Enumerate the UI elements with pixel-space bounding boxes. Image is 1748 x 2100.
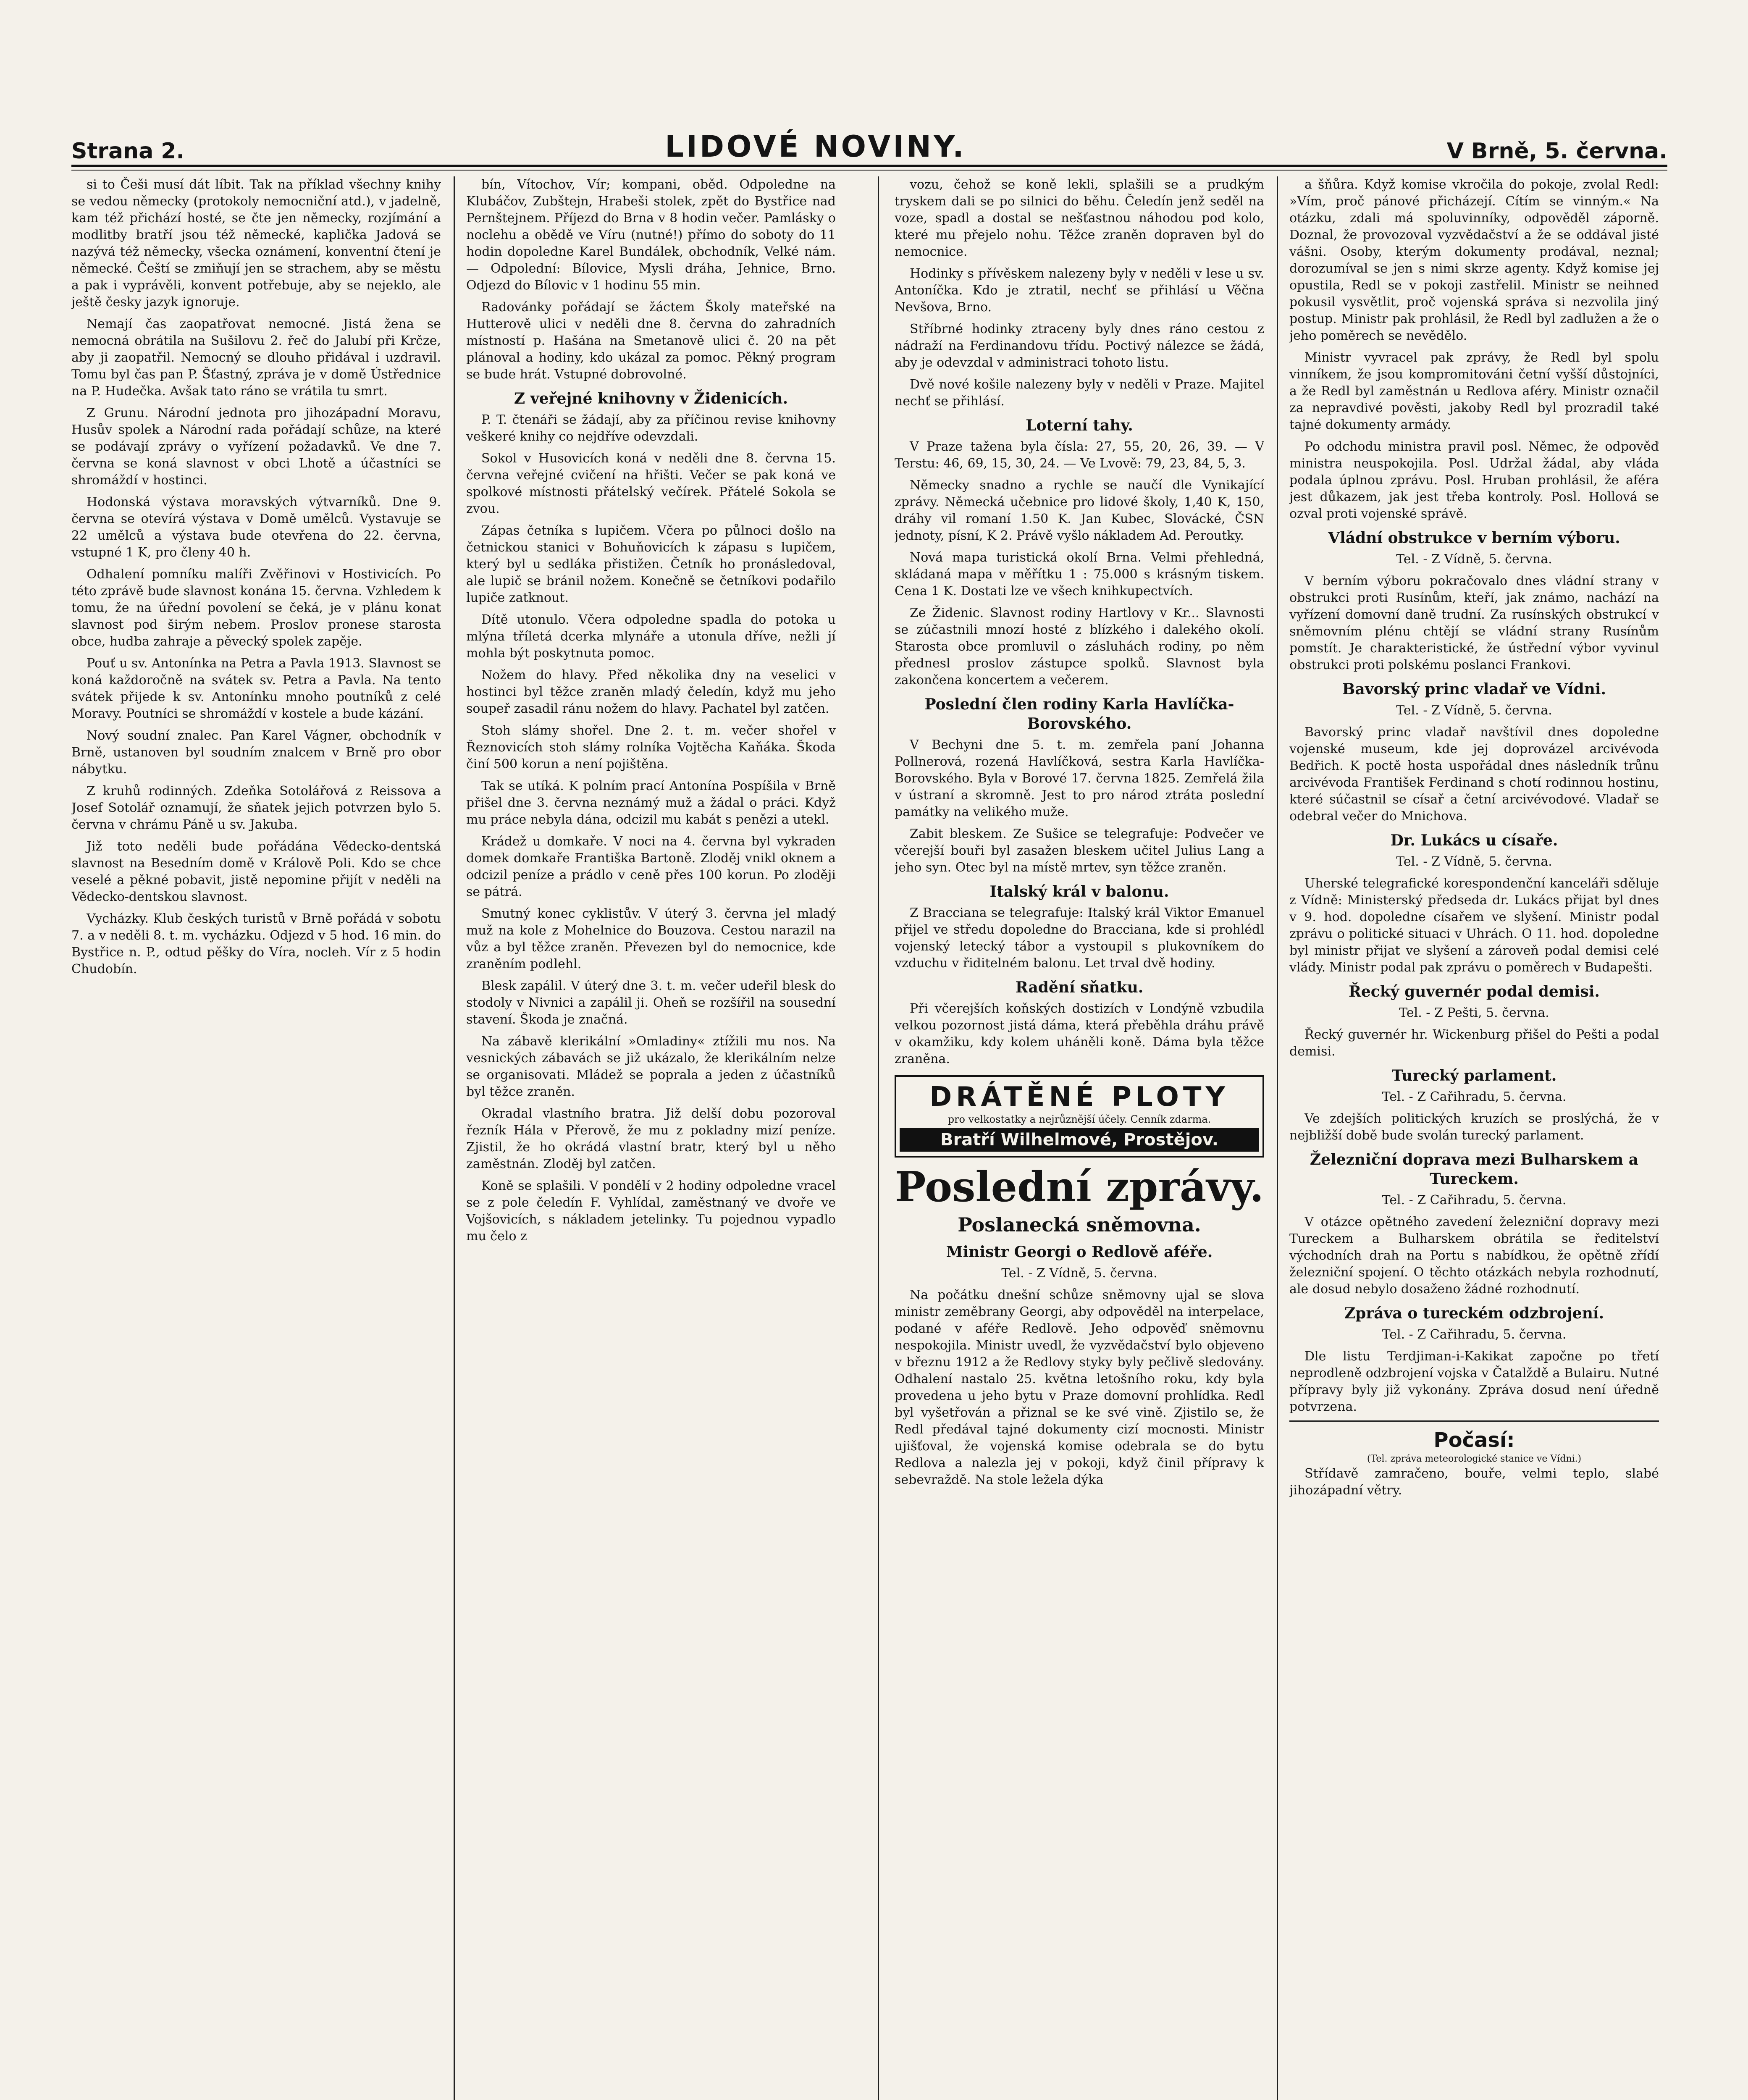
- dateline: Tel. - Z Vídně, 5. června.: [1001, 1266, 1157, 1281]
- article-heading: Vládní obstrukce v berním výboru.: [1328, 529, 1620, 547]
- dateline: Tel. - Z Cařihradu, 5. června.: [1382, 1089, 1567, 1104]
- article-paragraph: Hodinky s přívěskem nalezeny byly v neděli v lese u sv. Antoníčka. Kdo je ztratil, nechť se přihlásí u Věčna Nevšova, Brno.: [895, 266, 1264, 315]
- article-paragraph: Radovánky pořádají se žáctem Školy mateřské na Hutterově ulici v neděli dne 8. června do zahradních místností p. Hašána na Smetanově ulici č. 20 na pět plánoval a hodiny, kdo ukázal za pomoc. Pěkný program se bude hrát. Vstupné dobrovolné.: [466, 300, 836, 382]
- article-paragraph: Ze Židenic. Slavnost rodiny Hartlovy v Kr... Slavnosti se zúčastnili mnozí hosté z blízkého i dalekého okolí. Starosta obce promluvil o zásluhách rodiny, po něm přednesl proslov zástupce spolků. Slavnost byla zakončena koncertem a večerem.: [895, 606, 1264, 688]
- article-paragraph: Zápas četníka s lupičem. Včera po půlnoci došlo na četnickou stanici v Bohuňovicích k zápasu s lupičem, který byl u sedláka přistižen. Četník ho pronásledoval, ale lupič se bránil nožem. Konečně se četníkovi podařilo lupiče zatknout.: [466, 523, 836, 605]
- article-paragraph: Okradal vlastního bratra. Již delší dobu pozoroval řezník Hála v Přerově, že mu z pokladny mizí peníze. Zjistil, že ho okrádá vlastní bratr, který byl u něho zaměstnán. Zloděj byl zatčen.: [466, 1106, 836, 1171]
- article-paragraph: Hodonská výstava moravských výtvarníků. Dne 9. června se otevírá výstava v Domě umělců. Vystavuje se 22 umělců a výstava bude otevřena do 22. června, vstupné 1 K, pro členy 40 h.: [71, 495, 441, 560]
- article-heading: Z veřejné knihovny v Židenicích.: [514, 390, 788, 407]
- article-paragraph: Pouť u sv. Antonínka na Petra a Pavla 1913. Slavnost se koná každoročně na svátek sv. Petra a Pavla. Na tento svátek přijede k sv. Antonínku mnoho poutníků z celé Moravy. Poutníci se shromáždí v kostele a bude kázání.: [71, 656, 441, 721]
- article-heading: Radění sňatku.: [1015, 979, 1144, 996]
- article-paragraph: Z Grunu. Národní jednota pro jihozápadní Moravu, Husův spolek a Národní rada pořádají schůze, na které se podávají zprávy o vyřízení požadavků. Ve dne 7. června se koná slavnost v obci Lhotě a účastníci se shromáždí v hostinci.: [71, 406, 441, 488]
- column-3: [895, 176, 1264, 2100]
- article-heading: Dr. Lukács u císaře.: [1390, 832, 1558, 849]
- article-paragraph: Dle listu Terdjiman-i-Kakikat započne po třetí neprodleně odzbrojení vojska v Čatalždě a Bulairu. Nutné přípravy byly již vykonány. Zpráva dosud není úředně potvrzena.: [1289, 1349, 1659, 1414]
- dateline: Tel. - Z Vídně, 5. června.: [1396, 552, 1552, 567]
- article-paragraph: P. T. čtenáři se žádají, aby za příčinou revise knihovny veškeré knihy co nejdříve odevzdali.: [466, 412, 836, 444]
- issue-date: V Brně, 5. června.: [1446, 139, 1667, 164]
- article-paragraph: Koně se splašili. V pondělí v 2 hodiny odpoledne vracel se z pole čeledín F. Vyhlídal, zaměstnaný ve dvoře ve Vojšovicích, s nákladem jetelinky. Tu pojednou vypadlo mu čelo z: [466, 1179, 836, 1244]
- dateline: Tel. - Z Vídně, 5. června.: [1396, 854, 1552, 869]
- article-paragraph: Nový soudní znalec. Pan Karel Vágner, obchodník v Brně, ustanoven byl soudním znalcem v Brně pro obor nábytku.: [71, 728, 441, 777]
- dateline: Tel. - Z Cařihradu, 5. června.: [1382, 1193, 1567, 1208]
- masthead-rule-thin: [71, 170, 1667, 171]
- article-paragraph: Z kruhů rodinných. Zdeňka Sotolářová z Reissova a Josef Sotolář oznamují, že sňatek jejich potvrzen bylo 5. června v chrámu Páně u sv. Jakuba.: [71, 784, 441, 832]
- article-paragraph: Tak se utíká. K polním prací Antonína Pospíšila v Brně přišel dne 3. června neznámý muž a žádal o práci. Když mu práce nebyla dána, odcizil mu kabát s penězi a utekl.: [466, 779, 836, 827]
- article-paragraph: Vycházky. Klub českých turistů v Brně pořádá v sobotu 7. a v neděli 8. t. m. vycházku. Odjezd v 5 hod. 16 min. do Bystřice n. P., odtud pěšky do Víra, nocleh. Vír z 5 hodin Chudobín.: [71, 911, 441, 976]
- article-heading: Italský král v balonu.: [989, 883, 1169, 900]
- column-divider: [1277, 176, 1278, 2100]
- article-paragraph: Na počátku dnešní schůze sněmovny ujal se slova ministr zeměbrany Georgi, aby odpověděl na interpelace, podané v aféře Redlově. Jeho odpověď sněmovnu nespokojila. Ministr uvedl, že vyzvědačství bylo objeveno v březnu 1912 a že Redlovy styky byly pečlivě sledovány. Odhalení nastalo 25. května letošního roku, kdy byla provedena u jeho bytu v Praze domovní prohlídka. Redl byl vyšetřován a přiznal se ke své vině. Zjistilo se, že Redl předával tajné dokumenty cizí mocnosti. Ministr ujišťoval, že vojenská komise odebrala se do bytu Redlova a nalezla jej v pokoji, když činil přípravy k sebevraždě. Na stole ležela dýka: [895, 1288, 1264, 1487]
- page-number: Strana 2.: [71, 139, 185, 164]
- article-paragraph: Blesk zapálil. V úterý dne 3. t. m. večer udeřil blesk do stodoly v Nivnici a zapálil ji. Oheň se rozšířil na sousední stavení. Škoda je značná.: [466, 979, 836, 1027]
- section-banner: Poslední zprávy.: [895, 1163, 1264, 1211]
- article-paragraph: Po odchodu ministra pravil posl. Němec, že odpověď ministra neuspokojila. Posl. Udržal žádal, aby vláda podala úplnou zprávu. Posl. Hruban prohlásil, že aféra jest důkazem, jak jest třeba kontroly. Posl. Hollová se ozval proti vojenské správě.: [1289, 439, 1659, 521]
- article-paragraph: Při včerejších koňských dostizích v Londýně vzbudila velkou pozornost jistá dáma, která přeběhla dráhu právě v okamžiku, kdy kolem uháněli koně. Dáma byla těžce zraněna.: [895, 1001, 1264, 1066]
- article-heading: Řecký guvernér podal demisi.: [1348, 983, 1600, 1000]
- article-heading: Bavorský princ vladař ve Vídni.: [1342, 680, 1606, 698]
- weather-heading: Počasí:: [1433, 1428, 1515, 1452]
- article-paragraph: Stříbrné hodinky ztraceny byly dnes ráno cestou z nádraží na Ferdinandovu třídu. Poctivý nálezce se žádá, aby je odevzdal v administraci tohoto listu.: [895, 322, 1264, 370]
- column-1: [71, 176, 441, 2100]
- article-paragraph: Dítě utonulo. Včera odpoledne spadla do potoka u mlýna tříletá dcerka mlynáře a utonula dříve, nežli jí mohla být poskytnuta pomoc.: [466, 612, 836, 661]
- article-paragraph: Zabit bleskem. Ze Sušice se telegrafuje: Podvečer ve včerejší bouři byl zasažen bleskem učitel Julius Lang a jeho syn. Otec byl na místě mrtev, syn těžce zraněn.: [895, 827, 1264, 875]
- advertisement-firm: Bratří Wilhelmové, Prostějov.: [900, 1128, 1259, 1152]
- article-heading: Turecký parlament.: [1391, 1067, 1557, 1084]
- weather-source: (Tel. zpráva meteorologické stanice ve Vídni.): [1367, 1454, 1582, 1464]
- dateline: Tel. - Z Pešti, 5. června.: [1399, 1005, 1549, 1020]
- article-paragraph: Řecký guvernér hr. Wickenburg přišel do Pešti a podal demisi.: [1289, 1027, 1659, 1059]
- column-4: [1289, 176, 1659, 2100]
- article-paragraph: Německy snadno a rychle se naučí dle Vynikající zprávy. Německá učebnice pro lidové školy, 1,40 K, 150, dráhy vil romaní 1.50 K. Jan Kubec, Slovácké, ČSN jednoty, písní, K 2. Právě vyšlo nákladem Ad. Peroutky.: [895, 478, 1264, 543]
- article-paragraph: bín, Vítochov, Vír; kompani, oběd. Odpoledne na Klubáčov, Zubštejn, Hrabeši stolek, zpět do Bystřice nad Pernštejnem. Příjezd do Brna v 8 hodin večer. Pamlásky o noclehu a obědě ve Víru (nutné!) přímo do soboty do 11 hodin dopoledne Karel Bundálek, obchodník, Velké nám. — Odpolední: Bílovice, Mysli dráha, Jehnice, Brno. Odjezd do Bílovic v 1 hodinu 55 min.: [466, 177, 836, 293]
- article-paragraph: vozu, čehož se koně lekli, splašili se a prudkým tryskem dali se po silnici do běhu. Čeledín jenž seděl na voze, spadl a dostal se nešťastnou náhodou pod kolo, které mu přejelo nohu. Těžce zraněn dopraven byl do nemocnice.: [895, 177, 1264, 259]
- newspaper-title: LIDOVÉ NOVINY.: [665, 129, 966, 164]
- article-paragraph: Již toto neděli bude pořádána Vědecko-dentská slavnost na Besedním domě v Králově Poli. Kdo se chce veselé a pěkné pobavit, jistě nepomine přijít v neděli na Vědecko-dentskou slavnost.: [71, 839, 441, 904]
- article-paragraph: Stoh slámy shořel. Dne 2. t. m. večer shořel v Řeznovicích stoh slámy rolníka Vojtěcha Kaňáka. Škoda činí 500 korun a není pojištěna.: [466, 723, 836, 772]
- article-paragraph: Nemají čas zaopatřovat nemocné. Jistá žena se nemocná obrátila na Sušilovu 2. řeč do Jalubí při Krčze, aby ji zaopatřil. Nemocný se dlouho přidával i uzdravil. Tomu byl čas pan P. Šťastný, zpráva je v domě Ústřednice na P. Hudečka. Avšak tato ráno se vrátila tu smrt.: [71, 317, 441, 399]
- article-heading: Železniční doprava mezi Bulharskem a Tureckem.: [1310, 1151, 1639, 1188]
- article-paragraph: Ve zdejších politických kruzích se proslýchá, že v nejbližší době bude svolán turecký parlament.: [1289, 1111, 1659, 1143]
- article-paragraph: Ministr vyvracel pak zprávy, že Redl byl spolu vinníkem, že jsou kompromitováni četní vyšší důstojníci, a že Redl byl zaměstnán u Redlova aféry. Ministr označil za nepravdivé pověsti, jakoby Redl byl prozradil také tajné dokumenty armády.: [1289, 350, 1659, 432]
- article-paragraph: Nová mapa turistická okolí Brna. Velmi přehledná, skládaná mapa v měřítku 1 : 75.000 s krásným tiskem. Cena 1 K. Dostati lze ve všech knihkupectvích.: [895, 550, 1264, 598]
- article-paragraph: Z Bracciana se telegrafuje: Italský král Viktor Emanuel přijel ve středu dopoledne do Bracciana, kde si prohlédl vojenský letecký tábor a vystoupil s plukovníkem do vzduchu v řiditelném balonu. Let trval dvě hodiny.: [895, 906, 1264, 971]
- article-paragraph: Sokol v Husovicích koná v neděli dne 8. června 15. června veřejné cvičení na hřišti. Večer se pak koná ve spolkové místnosti přátelský večírek. Přátelé Sokola se zvou.: [466, 451, 836, 516]
- advertisement-title: DRÁTĚNÉ PLOTY: [929, 1082, 1229, 1113]
- dateline: Tel. - Z Cařihradu, 5. června.: [1382, 1327, 1567, 1342]
- section-rule: [1289, 1420, 1659, 1422]
- column-divider: [878, 176, 879, 2100]
- article-paragraph: Bavorský princ vladař navštívil dnes dopoledne vojenské museum, kde jej doprovázel arcivévoda Bedřich. K poctě hosta uspořádal dnes následník trůnu arcivévoda František Ferdinand s chotí rodinnou hostinu, které súčastnil se císař a četní arcivévodové. Vladař se odebral večer do Mnichova.: [1289, 725, 1659, 824]
- article-heading: Zpráva o tureckém odzbrojení.: [1344, 1305, 1604, 1322]
- section-subheading: Poslanecká sněmovna.: [958, 1213, 1201, 1236]
- article-paragraph: Dvě nové košile nalezeny byly v neděli v Praze. Majitel nechť se přihlásí.: [895, 377, 1264, 409]
- weather-forecast: Střídavě zamračeno, bouře, velmi teplo, slabé jihozápadní větry.: [1289, 1466, 1659, 1498]
- article-heading: Loterní tahy.: [1026, 417, 1133, 434]
- column-2: [466, 176, 836, 2100]
- article-paragraph: Na zábavě klerikální »Omladiny« ztížili mu nos. Na vesnických zábavách se již ukázalo, že klerikálním nelze se organisovati. Mládež se poprala a jeden z účastníků byl těžce zraněn.: [466, 1034, 836, 1099]
- article-paragraph: Smutný konec cyklistův. V úterý 3. června jel mladý muž na kole z Mohelnice do Bouzova. Cestou narazil na vůz a byl těžce zraněn. Převezen byl do nemocnice, kde zraněním podlehl.: [466, 906, 836, 971]
- article-paragraph: V otázce opětného zavedení železniční dopravy mezi Tureckem a Bulharskem obrátila se ředitelství východních drah na Portu s nabídkou, že opětně zřídí železniční spojení. O těchto otázkách nebyla rozhodnutí, ale dosud nebylo dosaženo žádné rozhodnutí.: [1289, 1215, 1659, 1297]
- article-paragraph: Uherské telegrafické korespondenční kanceláři sděluje z Vídně: Ministerský předseda dr. Lukács přijat byl dnes v 9. hod. dopoledne císařem ve slyšení. Ministr podal zprávu o politické situaci v Uhrách. O 11. hod. dopoledne byl ministr přijat ve slyšení a zároveň podal demisi celé vlády. Ministr podal pak zprávu o poměrech v Budapešti.: [1289, 876, 1659, 975]
- article-heading: Ministr Georgi o Redlově aféře.: [946, 1243, 1213, 1261]
- advertisement-text: pro velkostatky a nejrůznější účely. Cenník zdarma.: [947, 1113, 1211, 1125]
- article-paragraph: si to Češi musí dát líbit. Tak na příklad všechny knihy se vedou německy (protokoly nemocniční atd.), v jadelně, kam též přichází hosté, se čte jen německy, rozjímání a modlitby bratří jsou též německé, kaplička Jadová se nazývá též německy, všecka oznámení, konventní čtení je německé. Čeští se zmiňují jen se strachem, aby se městu a pak i vyprávěli, konvent potřebuje, aby se nejeklo, ale ještě česky jazyk ignoruje.: [71, 177, 441, 310]
- advertisement: [895, 1075, 1264, 1158]
- masthead: [71, 126, 1667, 164]
- article-paragraph: Nožem do hlavy. Před několika dny na veselici v hostinci byl těžce zraněn mladý čeledín, když mu jeho soupeř zasadil ránu nožem do hlavy. Pachatel byl zatčen.: [466, 668, 836, 716]
- article-paragraph: V Bechyni dne 5. t. m. zemřela paní Johanna Pollnerová, rozená Havlíčková, sestra Karla Havlíčka-Borovského. Byla v Borové 17. června 1825. Zemřelá žila v ústraní a skromně. Jest to pro národ ztráta poslední památky na velikého muže.: [895, 738, 1264, 819]
- article-paragraph: Odhalení pomníku malíři Zvěřinovi v Hostivicích. Po této zprávě bude slavnost konána 15. června. Vzhledem k tomu, že na úřední povolení se čeká, je v plánu konat slavnost pod širým nebem. Proslov pronese starosta obce, hudba zahraje a pěvecký spolek zapěje.: [71, 567, 441, 649]
- article-heading: Poslední člen rodiny Karla Havlíčka-Borovského.: [924, 696, 1234, 732]
- column-divider: [454, 176, 455, 2100]
- masthead-rule: [71, 165, 1667, 167]
- dateline: Tel. - Z Vídně, 5. června.: [1396, 703, 1552, 718]
- article-paragraph: V Praze tažena byla čísla: 27, 55, 20, 26, 39. — V Terstu: 46, 69, 15, 30, 24. — Ve Lvově: 79, 23, 84, 5, 3.: [895, 439, 1264, 471]
- article-paragraph: V berním výboru pokračovalo dnes vládní strany v obstrukci proti Rusínům, kteří, jak známo, nachází na vyřízení domovní daně trudní. Za rusínských obstrukcí v sněmovním plénu chtějí se vládní strany Rusínům pomstít. Je charakteristické, že ústřední výbor vyvinul obstrukci proti polskému poslanci Frankovi.: [1289, 574, 1659, 672]
- article-paragraph: a šňůra. Když komise vkročila do pokoje, zvolal Redl: »Vím, proč pánové přicházejí. Cítím se vinným.« Na otázku, zdali má spoluvinníky, odpověděl záporně. Doznal, že provozoval vyzvědačství a že se oddával jisté vášni. Osoby, kterým dokumenty prodával, neznal; dorozumíval se jen s nimi skrze agenty. Když komise jej opustila, Redl se v pokoji zastřelil. Ministr se neihned pokusil vysvětlit, proč vojenská správa si nezvolila jiný postup. Ministr pak prohlásil, že Redl byl zadlužen a že o jeho poměrech se nevědělo.: [1289, 177, 1659, 343]
- article-paragraph: Krádež u domkaře. V noci na 4. června byl vykraden domek domkaře Františka Bartoně. Zloděj vnikl oknem a odcizil peníze a prádlo v ceně přes 100 korun. Po zloději se pátrá.: [466, 834, 836, 899]
